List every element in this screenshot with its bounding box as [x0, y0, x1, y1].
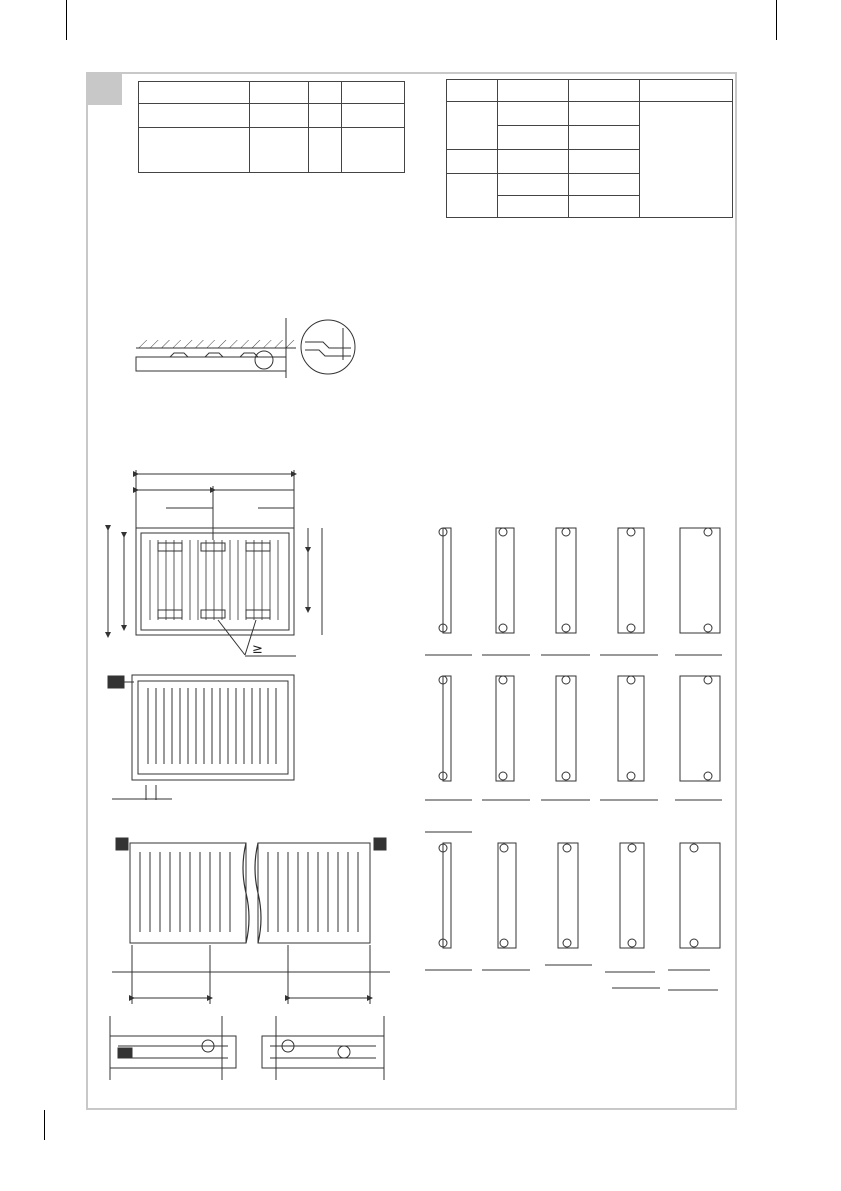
ge-symbol: ≥: [252, 642, 263, 657]
radiator-fins: [150, 540, 278, 620]
radiator-top-views: [110, 1016, 384, 1080]
side-profile-grid: [425, 528, 722, 990]
radiator-front-view: [108, 470, 322, 656]
radiator-long-view: [112, 838, 390, 1004]
radiator-valve-view: [108, 675, 294, 800]
wall-mount-detail: [136, 318, 355, 378]
